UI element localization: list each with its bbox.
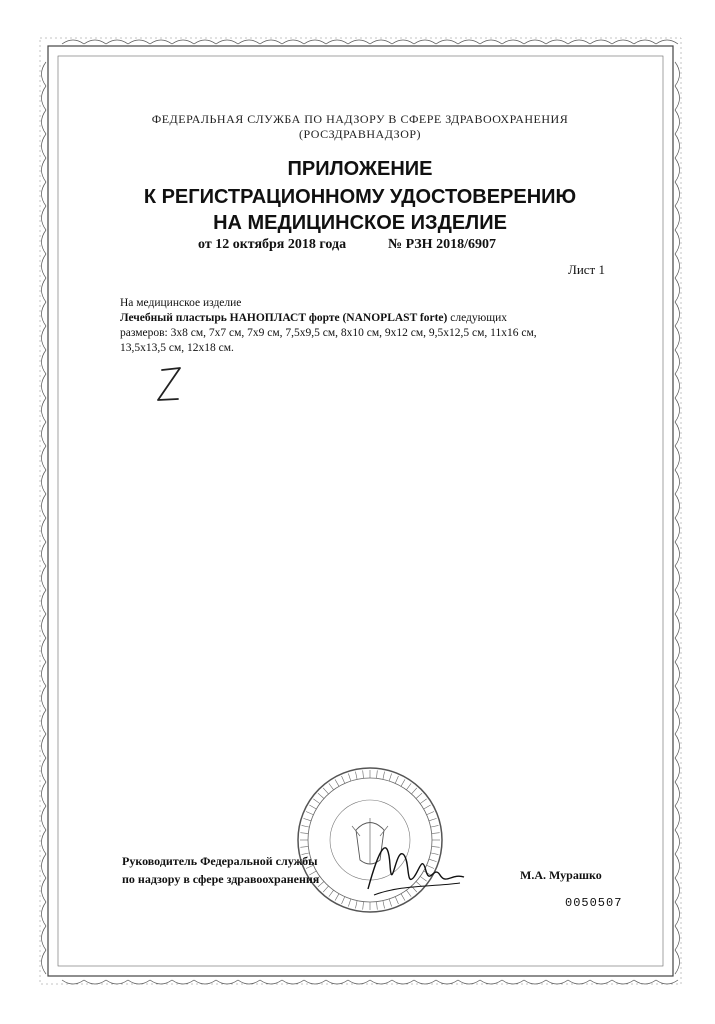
device-name-suffix: следующих [447, 312, 507, 324]
signatory-position-line2: по надзору в сфере здравоохранения [122, 872, 320, 886]
signatory-position-line1: Руководитель Федеральной службы [122, 854, 318, 868]
registration-number: № РЗН 2018/6907 [388, 237, 496, 252]
device-sizes-line2: 13,5х13,5 см, 12х18 см. [120, 342, 234, 354]
agency-name: ФЕДЕРАЛЬНАЯ СЛУЖБА ПО НАДЗОРУ В СФЕРЕ ЗДРАВООХРАНЕНИЯ [151, 112, 569, 126]
agency-abbreviation: (РОСЗДРАВНАДЗОР) [298, 127, 422, 141]
signatory-name: М.А. Мурашко [520, 868, 602, 882]
device-sizes-line1: размеров: 3х8 см, 7х7 см, 7х9 см, 7,5х9,5 см, 8х10 см, 9х12 см, 9,5х12,5 см, 11х16 см, [120, 327, 537, 339]
handwritten-signature [360, 825, 470, 905]
document-title: ПРИЛОЖЕНИЕ [287, 158, 433, 180]
device-name: Лечебный пластырь НАНОПЛАСТ форте (NANOPLAST forte) [120, 312, 448, 324]
registration-date: от 12 октября 2018 года [198, 237, 347, 252]
handwritten-z-mark [150, 362, 190, 407]
issuing-agency [60, 112, 660, 142]
device-intro: На медицинское изделие [120, 297, 242, 309]
document-subtitle: К РЕГИСТРАЦИОННОМУ УДОСТОВЕРЕНИЮ [143, 186, 577, 208]
signatory-position [122, 852, 319, 888]
form-serial-number: 0050507 [565, 896, 623, 910]
document-subtitle-2: НА МЕДИЦИНСКОЕ ИЗДЕЛИЕ [213, 212, 507, 234]
sheet-number: Лист 1 [568, 262, 605, 277]
device-name-line [120, 311, 610, 326]
